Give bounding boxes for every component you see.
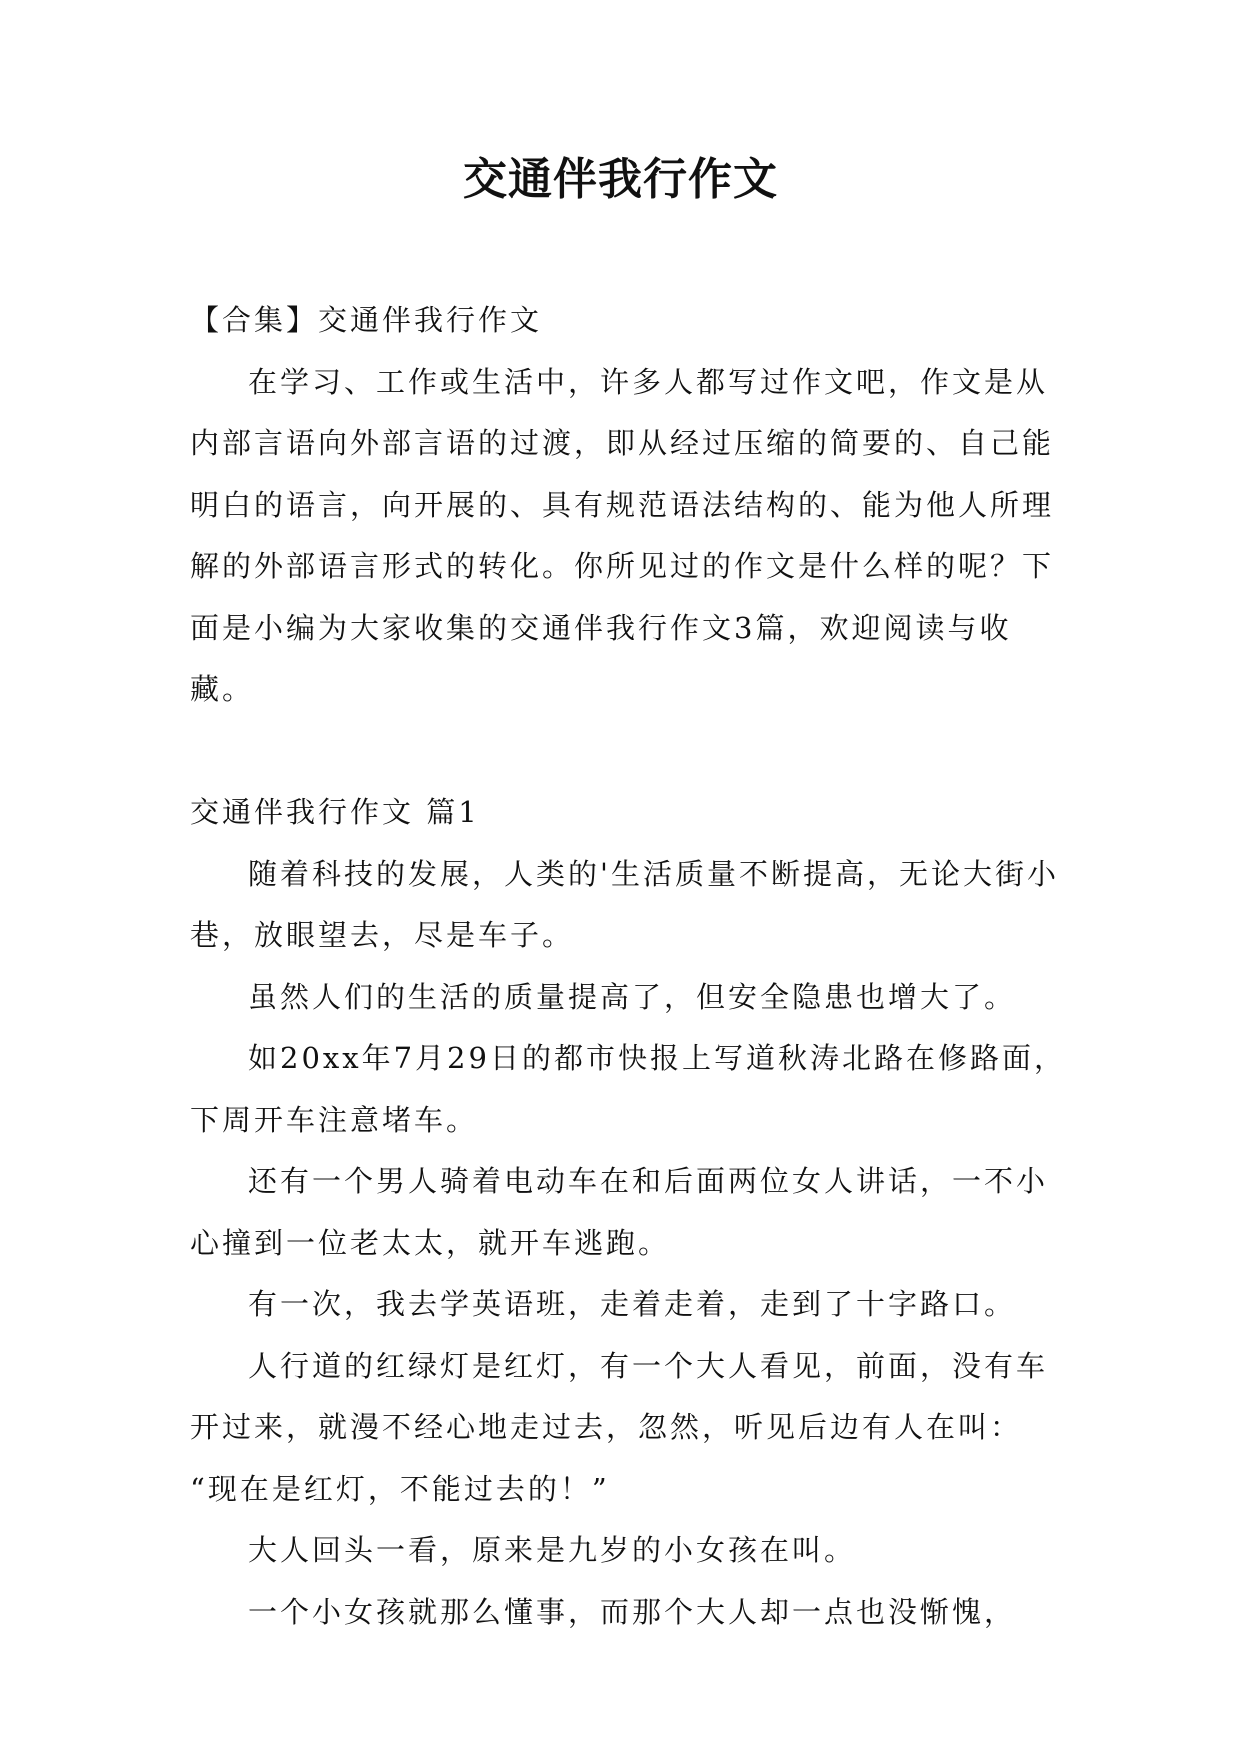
collection-heading: 【合集】交通伴我行作文 [190,303,543,337]
document-body [190,290,1070,1643]
quote-paragraph: “现在是红灯，不能过去的！” [190,1471,610,1506]
body-paragraph: 大人回头一看，原来是九岁的小女孩在叫。 [248,1533,857,1567]
body-paragraph: 人行道的红绿灯是红灯，有一个大人看见，前面，没有车开过来，就漫不经心地走过去，忽然，听见后边有人在叫： [190,1348,1049,1444]
section-heading: 交通伴我行作文 篇1 [190,795,480,829]
body-paragraph: 还有一个男人骑着电动车在和后面两位女人讲话，一不小心撞到一位老太太，就开车逃跑。 [190,1164,1049,1260]
body-paragraph: 如20xx年7月29日的都市快报上写道秋涛北路在修路面，下周开车注意堵车。 [190,1041,1066,1137]
document-title: 交通伴我行作文 [463,154,778,205]
body-paragraph: 有一次，我去学英语班，走着走着，走到了十字路口。 [248,1287,1017,1321]
body-paragraph: 虽然人们的生活的质量提高了，但安全隐患也增大了。 [248,979,1017,1014]
body-paragraph: 一个小女孩就那么懂事，而那个大人却一点也没惭愧， [248,1594,1017,1629]
body-paragraph: 随着科技的发展，人类的'生活质量不断提高，无论大街小巷，放眼望去，尽是车子。 [190,856,1059,952]
section-spacer [190,721,1070,783]
intro-paragraph: 在学习、工作或生活中，许多人都写过作文吧，作文是从内部言语向外部言语的过渡，即从经过压缩的简要的、自己能明白的语言，向开展的、具有规范语法结构的、能为他人所理解的外部语言形式的转化。你所见过的作文是什么样的呢？下面是小编为大家收集的交通伴我行作文3篇，欢迎阅读与收藏。 [190,364,1055,706]
